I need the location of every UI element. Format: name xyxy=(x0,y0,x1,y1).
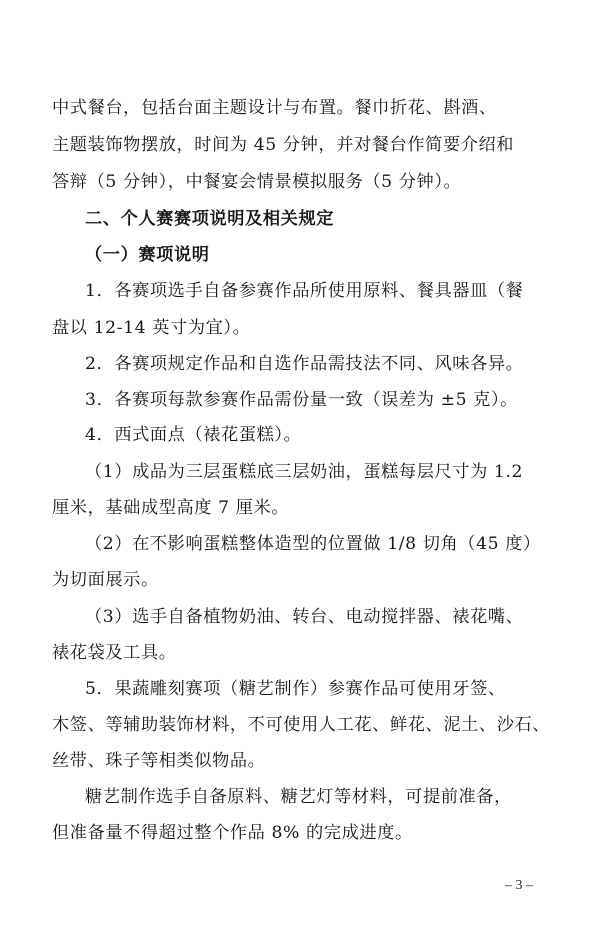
subsection-heading: （一）赛项说明 xyxy=(85,245,210,265)
paragraph-line: （3）选手自备植物奶油、转台、电动搅拌器、裱花嘴、 xyxy=(85,607,524,627)
paragraph-line: 中式餐台，包括台面主题设计与布置。餐巾折花、斟酒、 xyxy=(52,98,497,118)
paragraph-line: 2．各赛项规定作品和自选作品需技法不同、风味各异。 xyxy=(85,354,524,374)
paragraph-line: 答辩（5 分钟），中餐宴会情景模拟服务（5 分钟）。 xyxy=(52,172,462,192)
paragraph-line: 1．各赛项选手自备参赛作品所使用原料、餐具器皿（餐 xyxy=(85,281,524,301)
paragraph-line: （1）成品为三层蛋糕底三层奶油，蛋糕每层尺寸为 1.2 xyxy=(85,462,524,482)
paragraph-line: 主题装饰物摆放，时间为 45 分钟，并对餐台作简要介绍和 xyxy=(52,135,515,155)
paragraph-line: 但准备量不得超过整个作品 8% 的完成进度。 xyxy=(52,823,413,843)
paragraph-line: 为切面展示。 xyxy=(52,570,159,590)
paragraph-line: 糖艺制作选手自备原料、糖艺灯等材料，可提前准备， xyxy=(85,787,512,807)
paragraph-line: 木签、等辅助装饰材料，不可使用人工花、鲜花、泥土、沙石、 xyxy=(52,715,551,735)
paragraph-line: 裱花袋及工具。 xyxy=(52,643,177,663)
page-number: – 3 – xyxy=(505,878,533,893)
paragraph-line: 盘以 12-14 英寸为宜）。 xyxy=(52,318,251,338)
paragraph-line: （2）在不影响蛋糕整体造型的位置做 1/8 切角（45 度） xyxy=(85,534,541,554)
paragraph-line: 厘米，基础成型高度 7 厘米。 xyxy=(52,498,290,518)
paragraph-line: 丝带、珠子等相类似物品。 xyxy=(52,751,266,771)
paragraph-line: 4．西式面点（裱花蛋糕）。 xyxy=(85,425,302,445)
paragraph-line: 5．果蔬雕刻赛项（糖艺制作）参赛作品可使用牙签、 xyxy=(85,679,506,699)
paragraph-line: 3．各赛项每款参赛作品需份量一致（误差为 ±5 克）。 xyxy=(85,390,518,410)
section-heading: 二、个人赛赛项说明及相关规定 xyxy=(85,209,335,229)
